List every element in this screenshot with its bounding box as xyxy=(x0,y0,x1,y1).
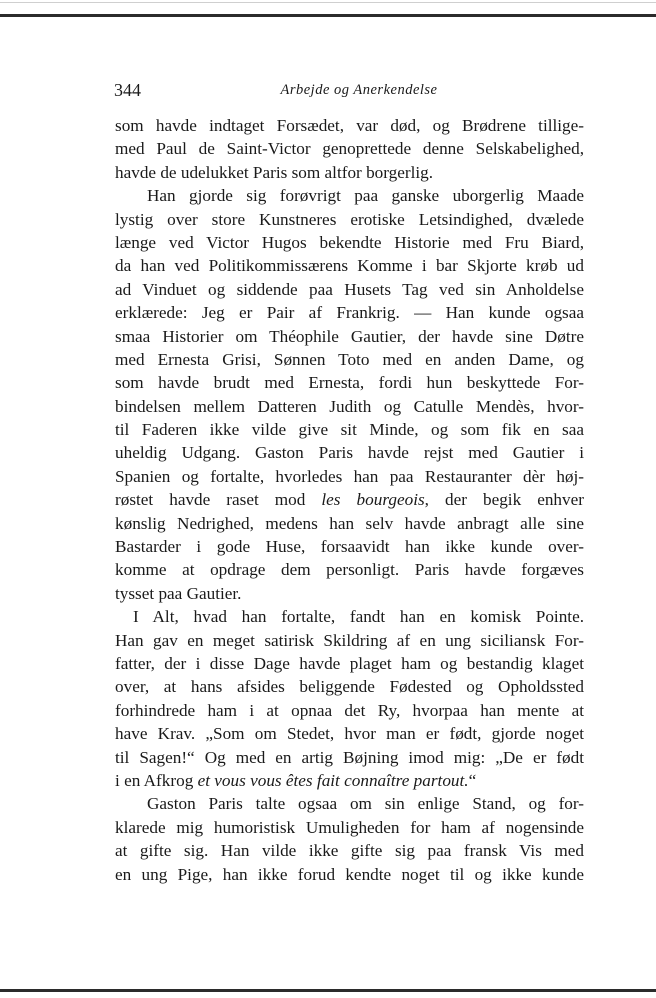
paragraph xyxy=(115,114,584,184)
page-number: 344 xyxy=(114,80,141,100)
text-line: Bastarder i gode Huse, forsaavidt han ikke kunde over- xyxy=(115,537,584,557)
text-line: ad Vinduet og siddende paa Husets Tag ved sin Anholdelse xyxy=(115,279,584,299)
body-text xyxy=(115,114,584,886)
page-header xyxy=(114,79,584,101)
text-line: over, at hans afsides beliggende Fødested og Opholdssted xyxy=(115,677,584,697)
text-line: fatter, der i disse Dage havde plaget ham og bestandig klaget xyxy=(115,653,584,673)
text-line: forhindrede ham i at opnaa det Ry, hvorpaa han mente at xyxy=(115,700,584,720)
text-line: smaa Historier om Théophile Gautier, der havde sine Døtre xyxy=(115,326,584,346)
text-line: erklærede: Jeg er Pair af Frankrig. — Han kunde ogsaa xyxy=(115,303,584,323)
italic-phrase: les bourgeois xyxy=(321,490,425,510)
italic-phrase: et vous vous êtes fait connaître partout. xyxy=(197,770,469,790)
text-line: lystig over store Kunstneres erotiske Letsindighed, dvælede xyxy=(115,209,584,229)
text-line: at gifte sig. Han vilde ikke gifte sig paa fransk Vis med xyxy=(115,841,584,861)
text-line: i en Afkrog et vous vous êtes fait connaître partout.“ xyxy=(115,770,477,790)
text-line: længe ved Victor Hugos bekendte Historie med Fru Biard, xyxy=(115,232,584,252)
top-edge-line xyxy=(0,2,656,3)
text-line: Spanien og fortalte, hvorledes han paa Restauranter dèr høj- xyxy=(115,466,584,486)
running-title: Arbejde og Anerkendelse xyxy=(280,82,438,98)
paragraph xyxy=(115,792,584,886)
text-line: til Sagen!“ Og med en artig Bøjning imod mig: „De er født xyxy=(115,747,584,767)
text-line: med Paul de Saint-Victor genoprettede denne Selskabelighed, xyxy=(115,139,584,159)
paragraph xyxy=(115,184,584,605)
text-line: som havde brudt med Ernesta, fordi hun beskyttede For- xyxy=(115,373,584,393)
text-line: I Alt, hvad han fortalte, fandt han en komisk Pointe. xyxy=(133,607,584,627)
text-line: havde de udelukket Paris som altfor borgerlig. xyxy=(115,162,434,182)
text-line: klarede mig humoristisk Umuligheden for ham af nogensinde xyxy=(115,817,584,837)
text-line: have Krav. „Som om Stedet, hvor man er født, gjorde noget xyxy=(115,724,584,744)
text-line: komme at opdrage dem personligt. Paris havde forgæves xyxy=(115,560,584,580)
text-line: røstet havde raset mod les bourgeois, der begik enhver xyxy=(115,490,584,510)
text-line: bindelsen mellem Datteren Judith og Catulle Mendès, hvor- xyxy=(115,396,584,416)
text-line: Gaston Paris talte ogsaa om sin enlige Stand, og for- xyxy=(147,794,584,814)
text-line: til Faderen ikke vilde give sit Minde, og som fik en saa xyxy=(115,420,584,440)
text-line: med Ernesta Grisi, Sønnen Toto med en anden Dame, og xyxy=(115,349,584,369)
text-line: Han gjorde sig forøvrigt paa ganske uborgerlig Maade xyxy=(147,186,584,206)
text-line: som havde indtaget Forsædet, var død, og Brødrene tillige- xyxy=(115,116,584,135)
text-line: da han ved Politikommissærens Komme i bar Skjorte krøb ud xyxy=(115,256,584,276)
text-line: kønslig Nedrighed, medens han selv havde anbragt alle sine xyxy=(115,513,584,533)
text-line: en ung Pige, han ikke forud kendte noget til og ikke kunde xyxy=(115,864,584,884)
top-border-rule xyxy=(0,14,656,17)
text-line: Han gav en meget satirisk Skildring af en ung siciliansk For- xyxy=(115,630,584,650)
paragraph xyxy=(115,605,584,792)
text-line: uheldig Udgang. Gaston Paris havde rejst med Gautier i xyxy=(115,443,584,463)
bottom-border-rule xyxy=(0,989,656,992)
text-line: tysset paa Gautier. xyxy=(115,583,242,603)
